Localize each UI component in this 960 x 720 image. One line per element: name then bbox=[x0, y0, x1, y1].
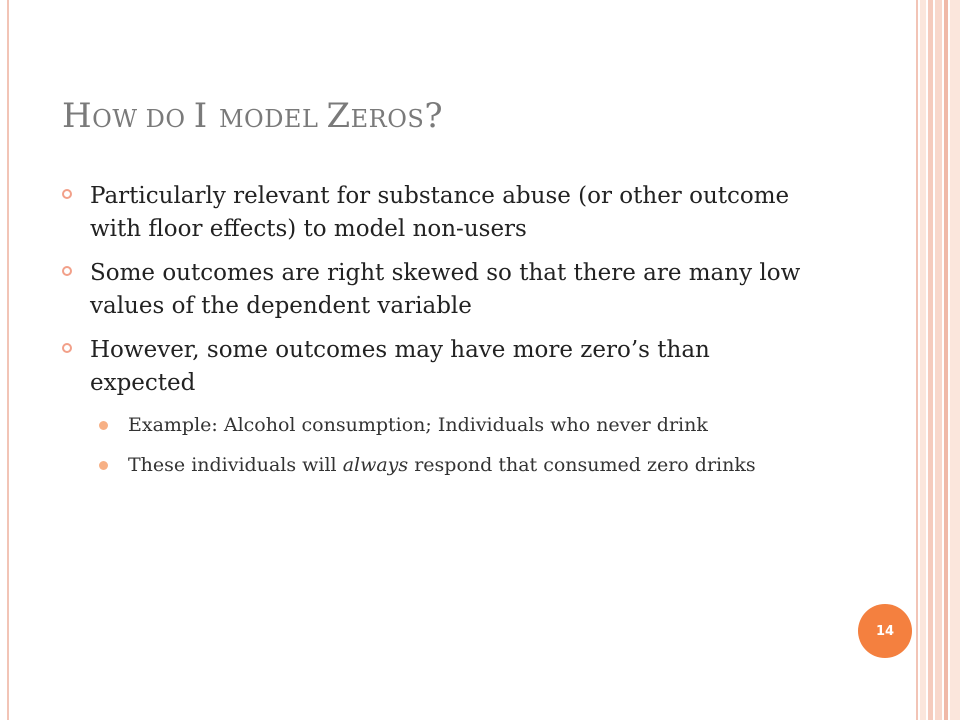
bullet-text: However, some outcomes may have more zero’s than expected bbox=[90, 337, 710, 396]
frame-stripe bbox=[935, 0, 942, 720]
sub-bullet-text-before: These individuals will bbox=[128, 454, 343, 476]
title-part: Z bbox=[326, 96, 351, 136]
bullet-item bbox=[62, 257, 822, 323]
frame-stripe bbox=[928, 0, 933, 720]
filled-circle-bullet-icon bbox=[99, 421, 108, 430]
slide-title bbox=[62, 96, 443, 136]
page-number-badge bbox=[858, 604, 912, 658]
title-part: I bbox=[193, 96, 219, 136]
title-part: OW DO bbox=[92, 105, 194, 133]
hollow-circle-bullet-icon bbox=[62, 189, 72, 199]
page-number: 14 bbox=[875, 623, 895, 639]
frame-stripe bbox=[920, 0, 926, 720]
bullet-list bbox=[62, 180, 822, 491]
hollow-circle-bullet-icon bbox=[62, 343, 72, 353]
bullet-text: Some outcomes are right skewed so that there are many low values of the dependent variable bbox=[90, 260, 801, 319]
sub-bullet-item bbox=[62, 411, 822, 439]
sub-bullet-item bbox=[62, 451, 822, 479]
bullet-text: Particularly relevant for substance abuse (or other outcome with floor effects) to model non-users bbox=[90, 183, 790, 242]
title-part: MODEL bbox=[218, 105, 327, 133]
bullet-item bbox=[62, 334, 822, 400]
hollow-circle-bullet-icon bbox=[62, 266, 72, 276]
sub-bullet-text: Example: Alcohol consumption; Individuals who never drink bbox=[128, 414, 708, 436]
bullet-item bbox=[62, 180, 822, 246]
frame-stripe bbox=[944, 0, 948, 720]
title-part: H bbox=[62, 96, 93, 136]
title-part: EROS bbox=[350, 105, 425, 133]
sub-bullet-emphasis: always bbox=[342, 454, 409, 476]
sub-bullet-text-after: respond that consumed zero drinks bbox=[408, 454, 756, 476]
frame-stripe bbox=[950, 0, 960, 720]
title-part: ? bbox=[424, 96, 444, 136]
filled-circle-bullet-icon bbox=[99, 461, 108, 470]
